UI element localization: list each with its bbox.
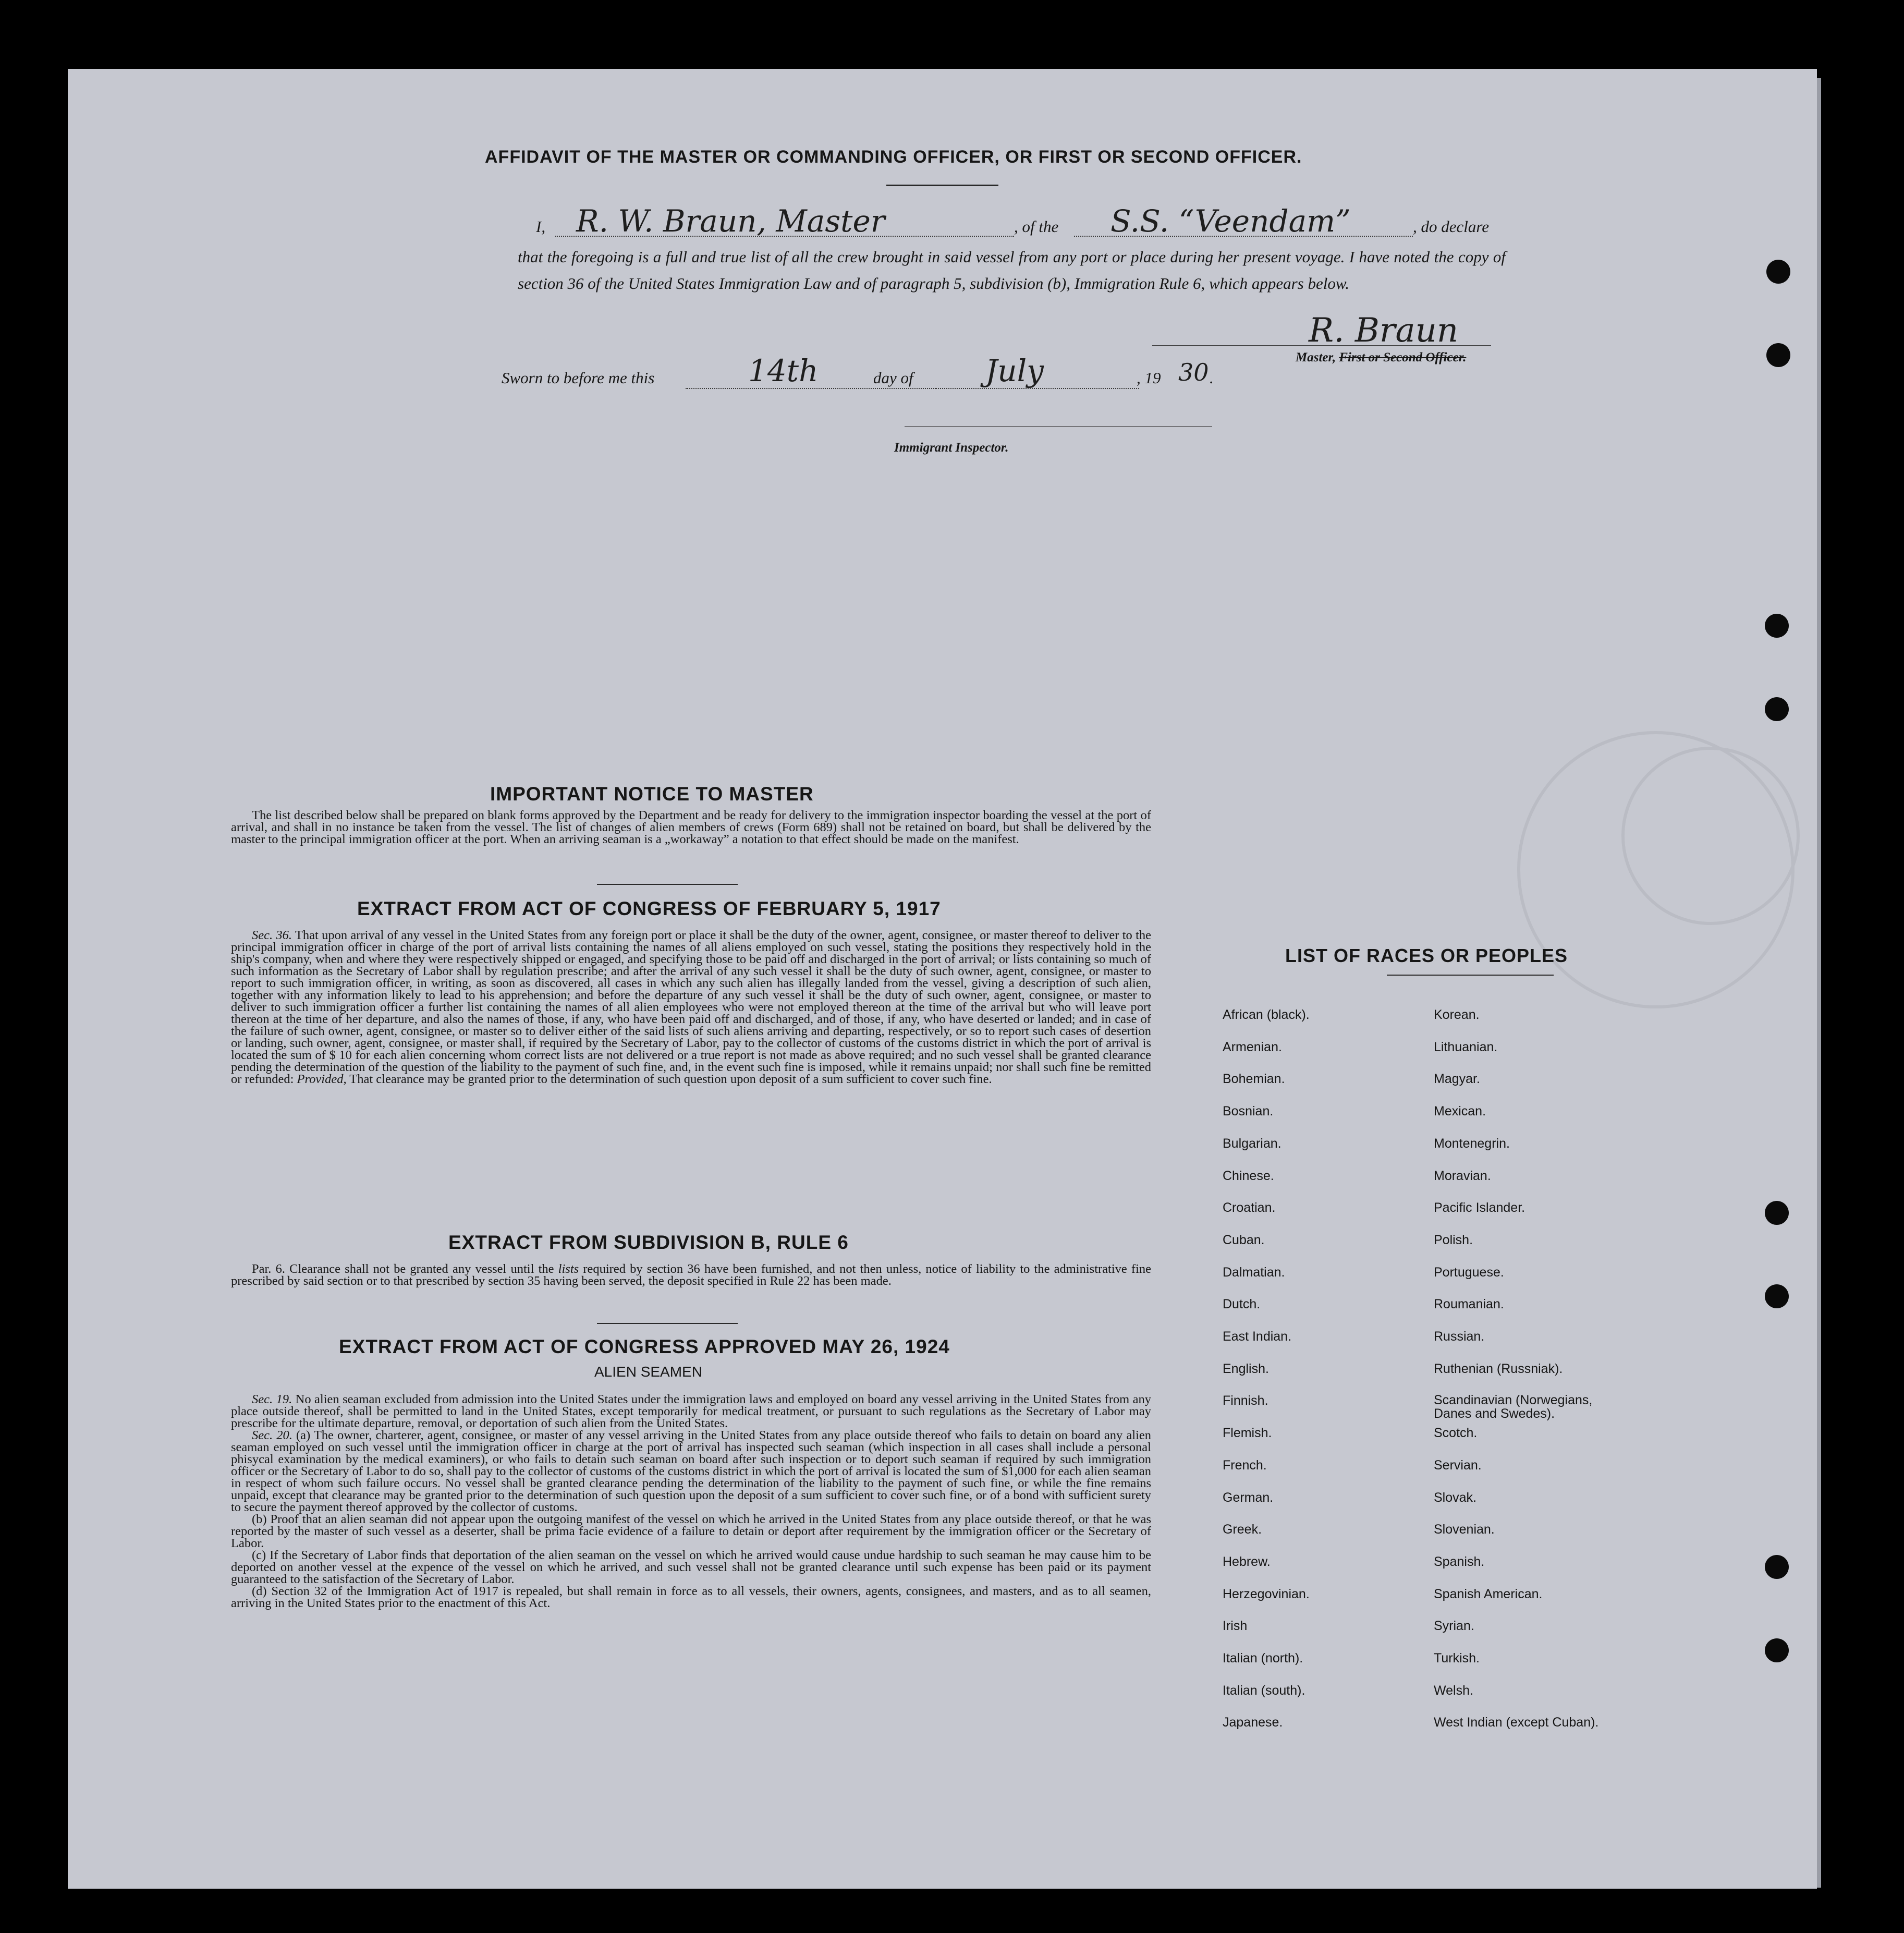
inspector-line: [905, 426, 1212, 427]
race-item: Pacific Islander.: [1434, 1200, 1525, 1215]
race-item: Japanese.: [1223, 1715, 1283, 1730]
race-item: Scotch.: [1434, 1426, 1478, 1441]
race-item: Montenegrin.: [1434, 1136, 1510, 1151]
punch-hole: [1765, 1201, 1789, 1225]
race-item: Ruthenian (Russniak).: [1434, 1361, 1563, 1376]
ghost-stamp-circle: [1621, 747, 1800, 925]
sec-20-label: Sec. 20.: [252, 1428, 292, 1442]
notice-text: The list described below shall be prepared on blank forms approved by the Department and be ready for delivery to the immigration inspector boarding the vessel at the port of arrival, and shall in no instance be taken from the vessel. The list of changes of alien members of crews (Form 689) shall not be retained on board, but shall be delivered by the master to the principal immigration officer at the port. When an arriving seaman is a „workaway” a notation to that effect should be made on the manifest.: [231, 808, 1151, 846]
sec-20-b-paragraph: (b) Proof that an alien seaman did not appear upon the outgoing manifest of the vessel on which he arrived in the United States from any place outside thereof, or that he was reported by the master of such vessel as a deserter, shall be prima facie evidence of a failure to detain or deport after requirement by the immigration officer or the Secretary of Labor.: [231, 1512, 1151, 1550]
sworn-prefix: Sworn to before me this: [502, 369, 655, 387]
race-item: Korean.: [1434, 1007, 1480, 1022]
race-item: Croatian.: [1223, 1200, 1276, 1215]
race-item: Finnish.: [1223, 1393, 1268, 1408]
race-item: Herzegovinian.: [1223, 1586, 1310, 1601]
rule6-text-end: required by section 36 have been furnished, and not then unless, notice of liability to the administrative fine prescribed by said section or to that prescribed by section 35 having been served, the deposit specified in Rule 22 has been made.: [231, 1262, 1152, 1288]
sec-20-d-paragraph: (d) Section 32 of the Immigration Act of 1917 is repealed, but shall remain in force as to all vessels, their owners, agents, consignees, and masters, and as to all seamen, arriving in the United States prior to the enactment of this Act.: [231, 1584, 1151, 1610]
race-item: Hebrew.: [1223, 1554, 1271, 1569]
vessel-name-handwritten: S.S. “Veendam”: [1110, 203, 1351, 239]
master-name-handwritten: R. W. Braun, Master: [576, 203, 885, 239]
race-item: English.: [1223, 1361, 1269, 1376]
extract-rule6-heading: EXTRACT FROM SUBDIVISION B, RULE 6: [448, 1232, 849, 1253]
sheet-edge: [1817, 78, 1821, 1888]
punch-hole: [1765, 614, 1789, 638]
year-prefix: , 19: [1137, 369, 1161, 387]
punch-hole: [1766, 343, 1790, 367]
race-item: African (black).: [1223, 1007, 1310, 1022]
race-item: Servian.: [1434, 1457, 1482, 1473]
race-item: Dalmatian.: [1223, 1265, 1285, 1280]
race-item: Italian (north).: [1223, 1651, 1303, 1665]
declaration-text: that the foregoing is a full and true list of all the crew brought in said vessel from any port or place during her present voyage. I have noted the copy of section 36 of the United States Immigration Law and of paragraph 5, subdivision (b), Immigration Rule 6, which appears below.: [518, 248, 1506, 293]
sec-36-end: That clearance may be granted prior to the determination of such question upon deposit of a sum sufficient to cover such fine.: [349, 1072, 992, 1086]
race-item: Magyar.: [1434, 1072, 1480, 1087]
alien-seamen-subheading: ALIEN SEAMEN: [594, 1364, 702, 1380]
sec-36-body: That upon arrival of any vessel in the United States from any foreign port or place it shall be the duty of the owner, agent, consignee, or master thereof to deliver to the principal immigration officer in charge of the port of arrival lists containing the names of all aliens employed on such vessel, stating the positions they respectively hold in the ship's company, when and where they were respectively shipped or engaged, and specifying those to be paid off and discharged in the port of arrival; or lists containing so much of such information as the Secretary of Labor shall by regulation prescribe; and after the arrival of any such vessel it shall be the duty of such owner, agent, consignee, or master to report to such immigration officer, in writing, as soon as discovered, all cases in which any such alien has illegally landed from the vessel, giving a description of such alien, together with any information likely to lead to his apprehension; and before the departure of any such vessel it shall be the duty of such owner, agent, consignee, or master to deliver to such immigration officer a further list containing the names of all alien employees who were not employed thereon at the time of the arrival but who will leave port thereon at the time of her departure, and also the names of those, if any, who have been paid off and discharged, and of those, if any, who have deserted or landed; and in case of the failure of such owner, agent, consignee, or master so to deliver either of the said lists of such aliens arriving and departing, respectively, or so to report such cases of desertion or landing, such owner, agent, consignee, or master shall, if required by the Secretary of Labor, pay to the collector of customs of the customs district in which the port of arrival is located the sum of $ 10 for each alien concerning whom correct lists are not delivered or a true report is not made as above required; and no such vessel shall be granted clearance pending the determination of the question of the liability to the payment of such fine, and, in the event such fine is imposed, while it remains unpaid; nor shall such fine be remitted or refunded:: [231, 928, 1151, 1086]
sec-36-label: Sec. 36.: [252, 928, 292, 942]
race-item: Slovak.: [1434, 1490, 1476, 1505]
races-heading: LIST OF RACES OR PEOPLES: [1285, 945, 1568, 966]
punch-hole: [1765, 697, 1789, 721]
notice-heading: IMPORTANT NOTICE TO MASTER: [490, 783, 814, 805]
month-handwritten: July: [985, 353, 1044, 388]
race-item: Syrian.: [1434, 1619, 1474, 1634]
day-of-label: day of: [873, 369, 913, 387]
i-word: I,: [536, 217, 546, 236]
race-item: Scandinavian (Norwegians, Danes and Swedes).: [1434, 1393, 1593, 1421]
do-declare-label: , do declare: [1413, 217, 1490, 236]
race-item: Bosnian.: [1223, 1104, 1274, 1119]
race-item: West Indian (except Cuban).: [1434, 1715, 1599, 1730]
race-item: Spanish American.: [1434, 1586, 1543, 1601]
race-item: Slovenian.: [1434, 1522, 1495, 1537]
race-item: German.: [1223, 1490, 1274, 1505]
year-suffix: .: [1210, 369, 1214, 387]
of-the-label: , of the: [1014, 217, 1059, 236]
caption-struck-officer: First or Second Officer.: [1339, 350, 1467, 364]
race-item: Turkish.: [1434, 1651, 1480, 1665]
section-rule: [597, 1323, 738, 1324]
rule6-lists-word: lists: [558, 1262, 579, 1276]
extract-1917-heading: EXTRACT FROM ACT OF CONGRESS OF FEBRUARY 5, 1917: [357, 898, 941, 919]
day-handwritten: 14th: [748, 353, 819, 388]
punch-hole: [1765, 1555, 1789, 1579]
race-item: Bulgarian.: [1223, 1136, 1281, 1151]
punch-hole: [1765, 1638, 1789, 1662]
race-item: Portuguese.: [1434, 1265, 1504, 1280]
signature-caption: [1296, 350, 1466, 365]
section-rule: [597, 884, 738, 885]
extract-1917-text: [231, 929, 1151, 1085]
sec-19-paragraph: [231, 1393, 1151, 1429]
extract-1924-text: [231, 1393, 1151, 1609]
caption-master: Master,: [1296, 350, 1339, 364]
rule6-text-start: Par. 6. Clearance shall not be granted any vessel until the: [252, 1262, 554, 1276]
race-item: Roumanian.: [1434, 1297, 1504, 1312]
race-item: Russian.: [1434, 1329, 1485, 1344]
race-item: Italian (south).: [1223, 1683, 1305, 1698]
punch-hole: [1765, 1284, 1789, 1308]
provided-label: Provided,: [297, 1072, 347, 1086]
race-item: Welsh.: [1434, 1683, 1473, 1698]
race-item: Spanish.: [1434, 1554, 1485, 1569]
sec-19-body: No alien seaman excluded from admission into the United States under the immigration laws and employed on board any vessel arriving in the United States from any place outside thereof, shall be permitted to land in the United States, except temporarily for medical treatment, or pursuant to such regulations as the Secretary of Labor may prescribe for the ultimate departure, removal, or deportation of such alien from the United States.: [231, 1392, 1152, 1430]
inspector-caption: Immigrant Inspector.: [894, 441, 1009, 455]
race-item: Mexican.: [1434, 1104, 1486, 1119]
races-rule: [1387, 975, 1554, 976]
extract-1924-heading: EXTRACT FROM ACT OF CONGRESS APPROVED MAY 26, 1924: [339, 1336, 950, 1357]
sec-20-c-paragraph: (c) If the Secretary of Labor finds that deportation of the alien seaman on the vessel on which he arrived would cause undue hardship to such seaman he may cause him to be deported on another vessel at the expence of the vessel on which he arrived, and such vessel shall not be granted clearance until such expense has been paid or its payment guaranteed to the satisfaction of the Secretary of Labor.: [231, 1548, 1151, 1586]
race-item: Greek.: [1223, 1522, 1262, 1537]
sec-19-label: Sec. 19.: [252, 1392, 292, 1406]
race-item: East Indian.: [1223, 1329, 1292, 1344]
race-item: Chinese.: [1223, 1168, 1274, 1183]
margin-mark: [68, 1774, 74, 1784]
race-item: Moravian.: [1434, 1168, 1491, 1183]
race-item: Cuban.: [1223, 1232, 1265, 1247]
race-item: Armenian.: [1223, 1039, 1282, 1054]
master-signature-handwritten: R. Braun: [1309, 311, 1459, 350]
race-item: French.: [1223, 1457, 1267, 1473]
race-item: Flemish.: [1223, 1426, 1272, 1441]
punch-hole: [1766, 260, 1790, 284]
extract-rule6-text: [231, 1263, 1151, 1287]
year-handwritten: 30: [1178, 358, 1209, 386]
race-item: Bohemian.: [1223, 1072, 1285, 1087]
document-page: [68, 69, 1817, 1889]
race-item: Polish.: [1434, 1232, 1473, 1247]
affidavit-heading: AFFIDAVIT OF THE MASTER OR COMMANDING OFFICER, OR FIRST OR SECOND OFFICER.: [485, 147, 1302, 167]
race-item: Dutch.: [1223, 1297, 1261, 1312]
sec-20-body: (a) The owner, charterer, agent, consignee, or master of any vessel arriving in the United States from any place outside thereof who fails to detain on board any alien seaman employed on such vessel until the immigration officer in charge at the port of arrival has inspected such seaman (which inspection in all cases shall include a personal phisycal examination by the medical examiners), or who fails to detain such seaman on board after such inspection or to deport such seaman if required by such immigration officer or the Secretary of Labor to do so, shall pay to the collector of customs of the customs district in which the port of arrival is located the sum of $1,000 for each alien seaman in respect of whom such failure occurs. No vessel shall be granted clearance pending the determination of the liability to the payment of such fine, or while the fine remains unpaid, except that clearance may be granted prior to the determination of such question upon the deposit of a sum sufficient to cover such fine, or of a bond with sufficient surety to secure the payment thereof approved by the collector of customs.: [231, 1428, 1151, 1514]
sec-20-paragraph: [231, 1429, 1151, 1513]
race-item: Lithuanian.: [1434, 1039, 1498, 1054]
race-item: Irish: [1223, 1619, 1248, 1634]
heading-rule: [886, 185, 998, 186]
